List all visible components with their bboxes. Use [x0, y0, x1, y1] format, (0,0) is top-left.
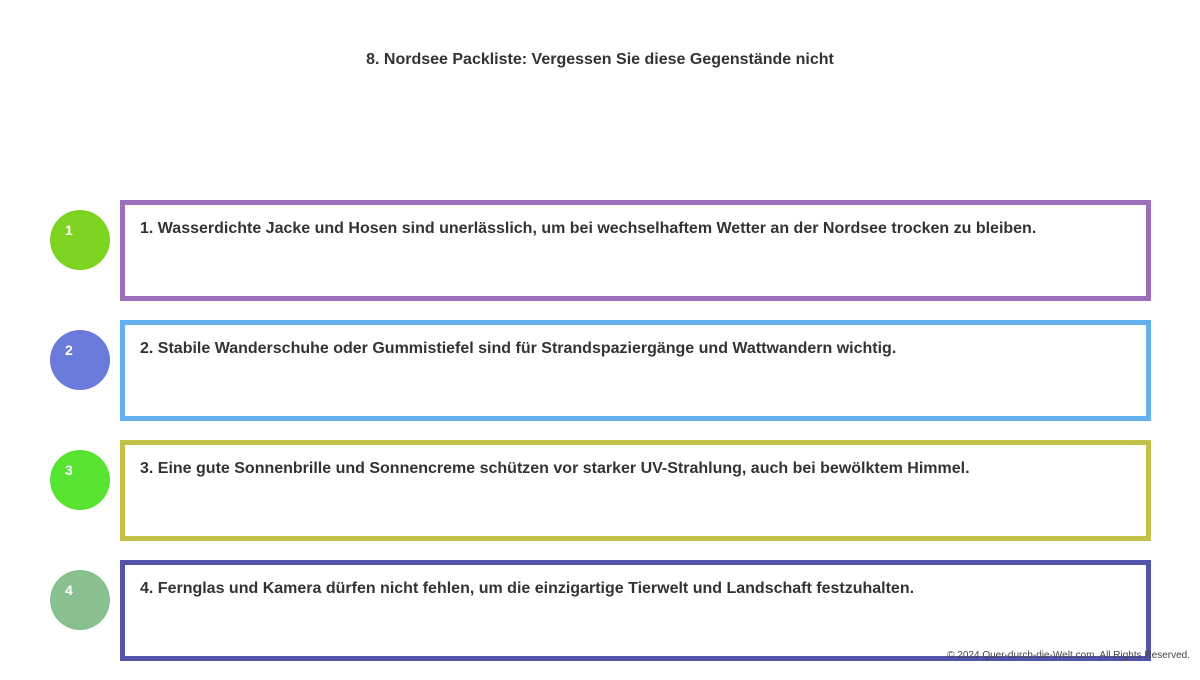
list-item	[0, 440, 1200, 541]
list-item	[0, 200, 1200, 301]
item-card	[120, 320, 1151, 421]
list-item	[0, 560, 1200, 661]
item-card	[120, 200, 1151, 301]
item-text: 2. Stabile Wanderschuhe oder Gummistiefel sind für Strandspaziergänge und Wattwandern wichtig.	[140, 340, 897, 357]
item-card	[120, 560, 1151, 661]
item-number-badge: 1	[50, 210, 110, 270]
item-text: 4. Fernglas und Kamera dürfen nicht fehlen, um die einzigartige Tierwelt und Landschaft festzuhalten.	[140, 580, 915, 597]
item-text: 1. Wasserdichte Jacke und Hosen sind unerlässlich, um bei wechselhaftem Wetter an der Nordsee trocken zu bleiben.	[140, 220, 1037, 237]
item-number-badge: 4	[50, 570, 110, 630]
item-number-badge: 2	[50, 330, 110, 390]
item-number-badge: 3	[50, 450, 110, 510]
item-card	[120, 440, 1151, 541]
list-item	[0, 320, 1200, 421]
page-title: 8. Nordsee Packliste: Vergessen Sie diese Gegenstände nicht	[366, 51, 834, 68]
item-text: 3. Eine gute Sonnenbrille und Sonnencreme schützen vor starker UV-Strahlung, auch bei bewölktem Himmel.	[140, 460, 970, 477]
copyright-notice: © 2024 Quer-durch-die-Welt.com. All Rights Reserved.	[947, 650, 1190, 661]
